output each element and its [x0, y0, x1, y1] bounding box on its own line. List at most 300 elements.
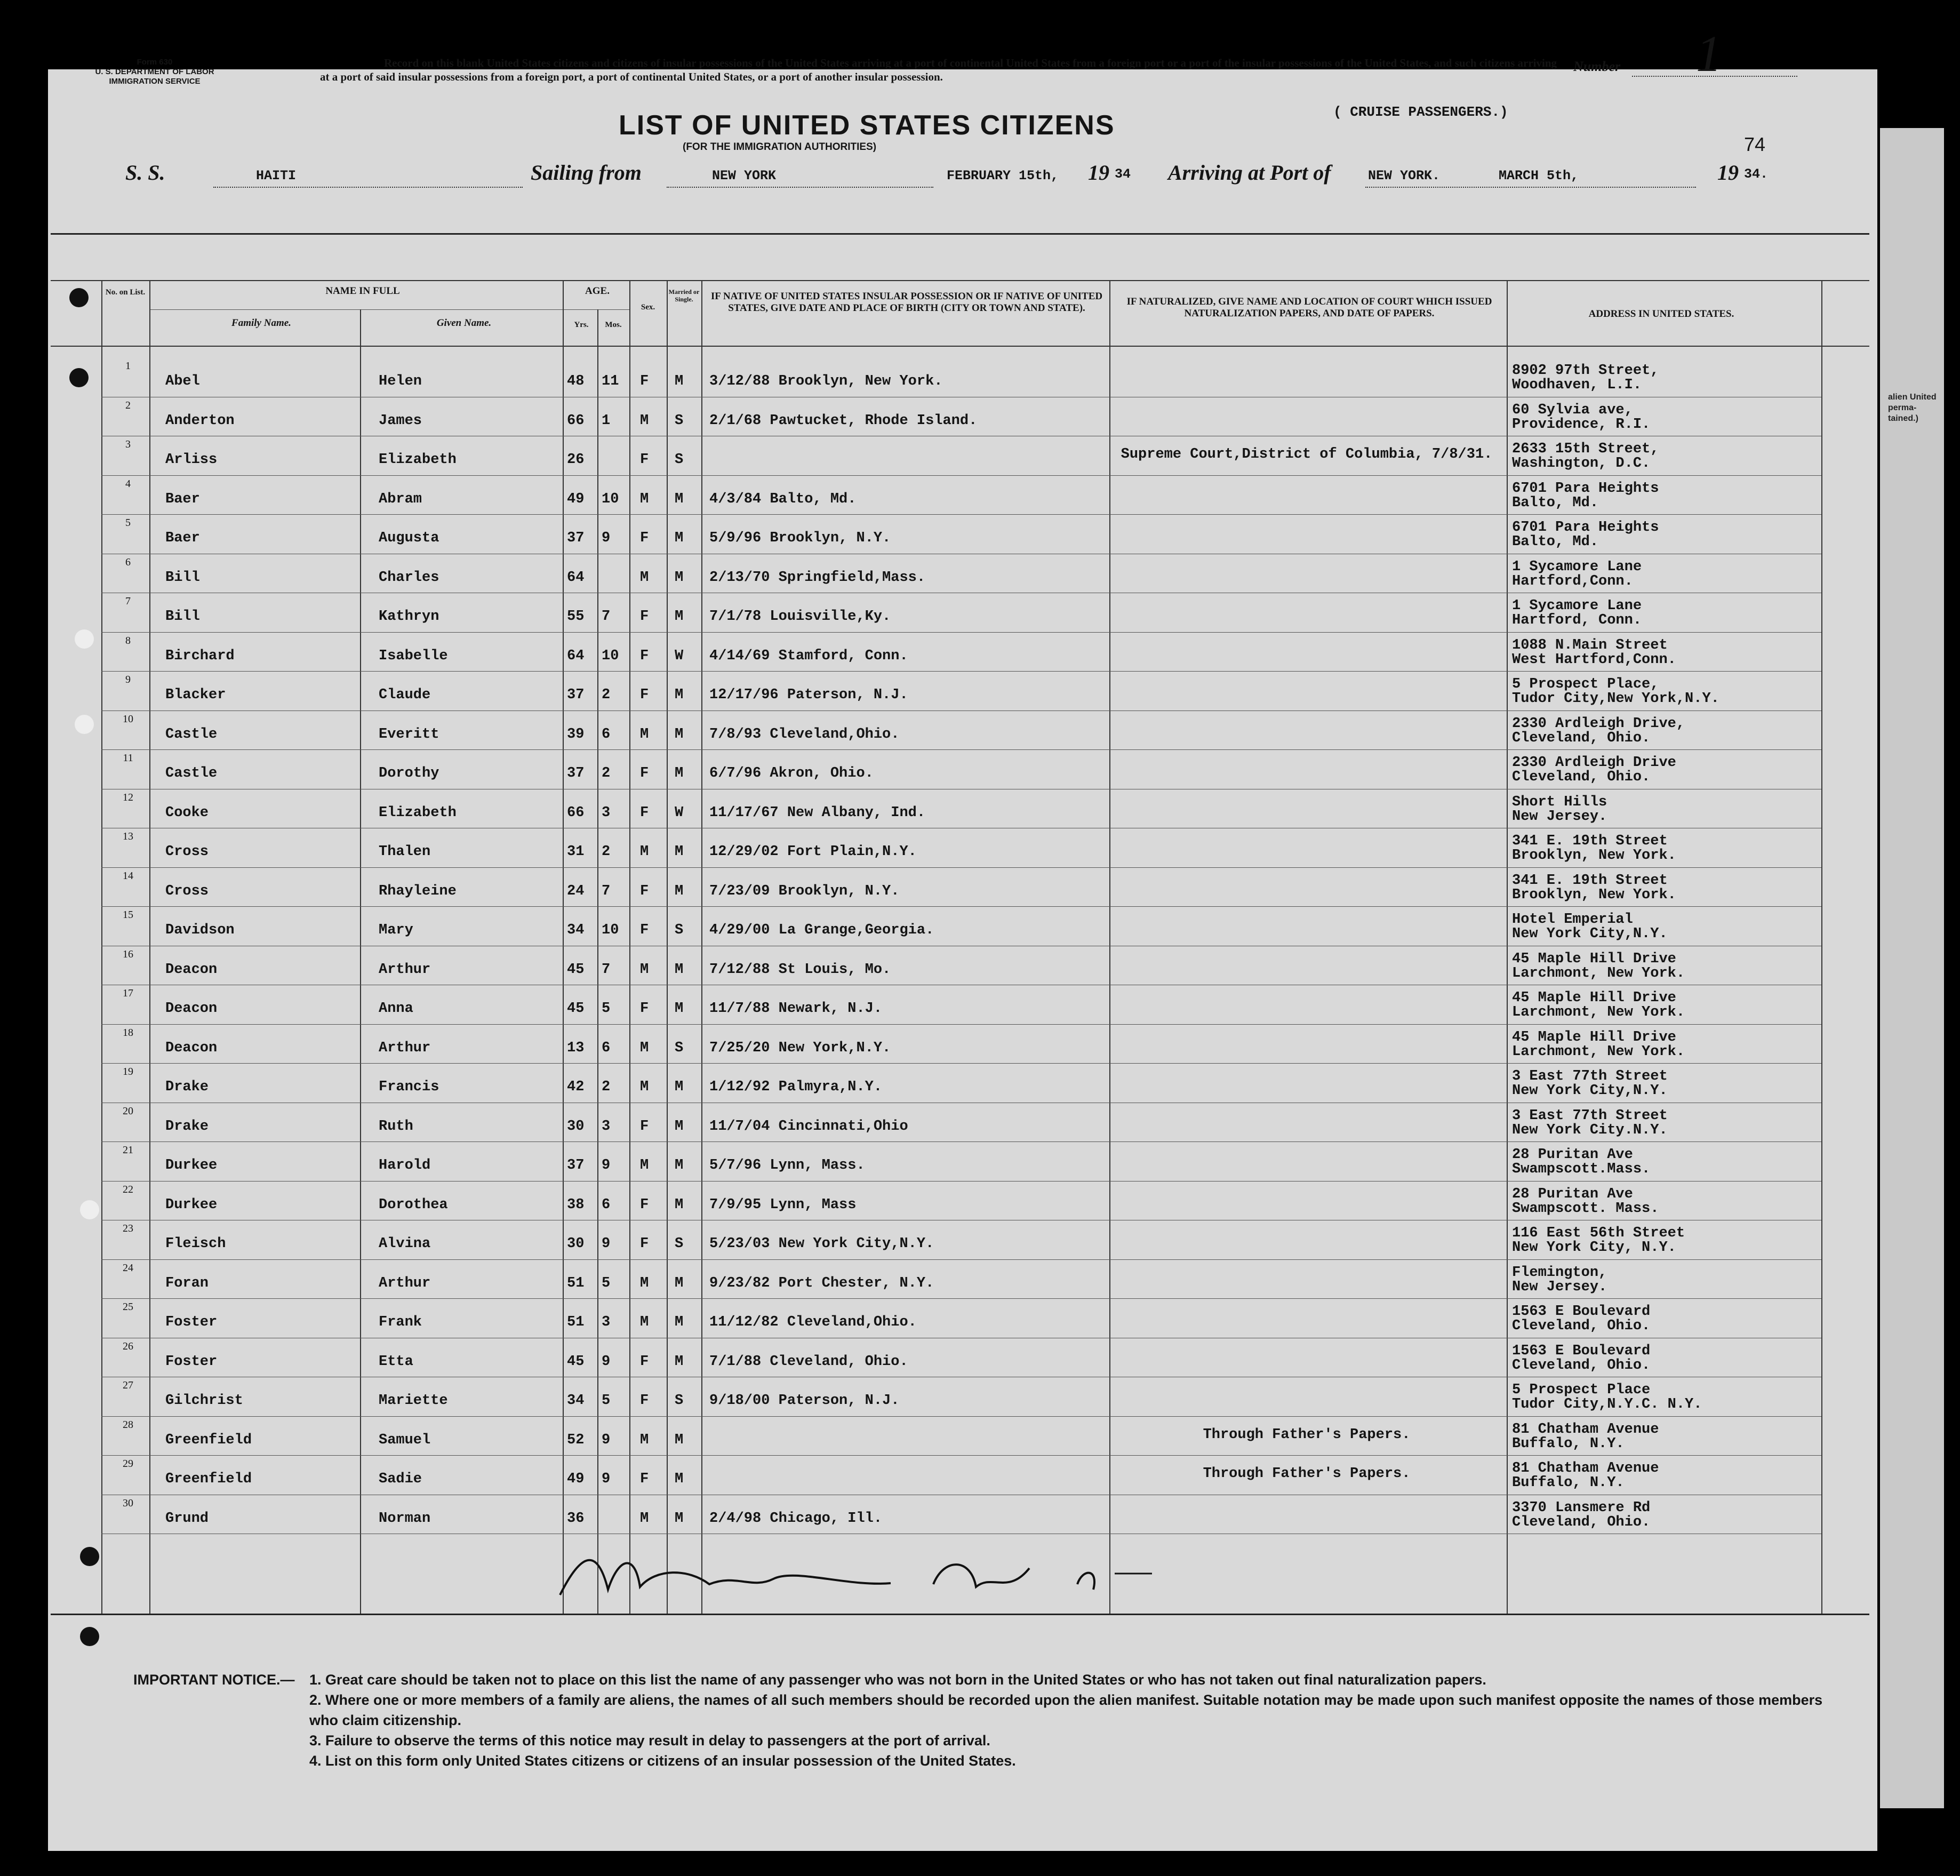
cell-yrs: 36 — [567, 1510, 585, 1527]
cell-sex: F — [640, 1236, 649, 1252]
cell-sex: F — [640, 765, 649, 781]
cell-mos: 2 — [602, 1079, 611, 1095]
cell-given: Augusta — [379, 530, 439, 546]
arriving-underline — [1365, 187, 1696, 188]
cell-no: 3 — [125, 438, 131, 450]
notice-item-4: 4. List on this form only United States citizens or citizens of an insular possession of the United States. — [309, 1753, 1016, 1769]
cell-given: Elizabeth — [379, 804, 457, 821]
cell-addr2: New York City,N.Y. — [1512, 1083, 1668, 1099]
cell-ms: S — [675, 1040, 684, 1056]
cell-birth: 4/14/69 Stamford, Conn. — [709, 648, 908, 664]
cell-mos: 6 — [602, 1196, 611, 1213]
sailing-from-underline — [667, 187, 933, 188]
cell-no: 30 — [123, 1497, 133, 1509]
cell-addr2: New York City, N.Y. — [1512, 1240, 1676, 1256]
form-identification — [59, 58, 251, 86]
cell-birth: 5/23/03 New York City,N.Y. — [709, 1236, 934, 1252]
col-name-in-full: NAME IN FULL — [325, 285, 400, 297]
cell-sex: M — [640, 1275, 649, 1291]
cell-mos: 6 — [602, 726, 611, 743]
cell-mos: 3 — [602, 804, 611, 821]
cell-ms: S — [675, 1393, 684, 1409]
row-rule — [101, 749, 1821, 750]
cell-yrs: 66 — [567, 412, 585, 429]
cell-yrs: 37 — [567, 765, 585, 781]
cell-given: Ruth — [379, 1118, 413, 1135]
cell-addr2: New York City,N.Y. — [1512, 926, 1668, 942]
cell-given: James — [379, 412, 422, 429]
cell-addr2: Providence, R.I. — [1512, 416, 1651, 433]
cell-sex: F — [640, 1196, 649, 1213]
cell-addr1: 8902 97th Street, — [1512, 363, 1659, 379]
binding-hole — [75, 715, 94, 734]
cell-given: Kathryn — [379, 609, 439, 625]
cell-no: 25 — [123, 1301, 133, 1313]
cell-addr2: Cleveland, Ohio. — [1512, 1357, 1651, 1374]
cell-birth: 11/7/04 Cincinnati,Ohio — [709, 1118, 908, 1135]
cell-sex: M — [640, 844, 649, 860]
cell-given: Anna — [379, 1001, 413, 1017]
arriving-year: 34. — [1744, 166, 1769, 182]
cell-ms: S — [675, 412, 684, 429]
cell-given: Sadie — [379, 1471, 422, 1487]
cell-addr2: Balto, Md. — [1512, 534, 1599, 550]
cell-no: 4 — [125, 477, 131, 490]
cell-yrs: 26 — [567, 452, 585, 468]
row-rule — [101, 906, 1821, 907]
cell-birth: 12/17/96 Paterson, N.J. — [709, 687, 908, 703]
arriving-label: Arriving at Port of — [1168, 161, 1331, 185]
cell-addr2: New Jersey. — [1512, 1279, 1607, 1295]
important-notice — [133, 1670, 1840, 1771]
cell-ms: M — [675, 1118, 684, 1135]
cell-yrs: 48 — [567, 373, 585, 389]
page-mark: 74 — [1744, 133, 1766, 155]
col-married: Married or Single. — [668, 288, 700, 303]
cell-ms: M — [675, 1471, 684, 1487]
cell-yrs: 45 — [567, 1001, 585, 1017]
cell-nat: Through Father's Papers. — [1203, 1426, 1411, 1443]
cell-sex: F — [640, 687, 649, 703]
cell-family: Foster — [165, 1353, 218, 1370]
cell-ms: M — [675, 1353, 684, 1370]
cell-birth: 5/9/96 Brooklyn, N.Y. — [709, 530, 891, 546]
grid-line — [1109, 280, 1110, 1614]
cell-ms: M — [675, 609, 684, 625]
cell-given: Etta — [379, 1353, 413, 1370]
cell-yrs: 13 — [567, 1040, 585, 1056]
cell-nat: Supreme Court,District of Columbia, 7/8/31. — [1121, 446, 1493, 462]
row-rule — [101, 867, 1821, 868]
cell-birth: 7/1/88 Cleveland, Ohio. — [709, 1353, 908, 1370]
cell-mos: 1 — [602, 412, 611, 429]
cell-birth: 7/8/93 Cleveland,Ohio. — [709, 726, 900, 743]
cell-ms: M — [675, 726, 684, 743]
cell-birth: 7/12/88 St Louis, Mo. — [709, 961, 891, 978]
cell-yrs: 45 — [567, 961, 585, 978]
cell-yrs: 49 — [567, 1471, 585, 1487]
cell-birth: 4/3/84 Balto, Md. — [709, 491, 857, 507]
cell-mos: 9 — [602, 1432, 611, 1448]
cell-yrs: 31 — [567, 844, 585, 860]
cell-addr1: 28 Puritan Ave — [1512, 1186, 1633, 1202]
row-rule — [101, 514, 1821, 515]
adjacent-page-note: alien United perma- tained.) — [1888, 393, 1937, 423]
cell-given: Helen — [379, 373, 422, 389]
cell-sex: M — [640, 1314, 649, 1330]
cell-no: 24 — [123, 1262, 133, 1274]
cell-ms: M — [675, 1001, 684, 1017]
cell-addr2: Brooklyn, New York. — [1512, 848, 1676, 864]
cell-mos: 10 — [602, 648, 619, 664]
cell-given: Norman — [379, 1510, 431, 1527]
cell-given: Charles — [379, 569, 439, 586]
cell-yrs: 66 — [567, 804, 585, 821]
cell-given: Elizabeth — [379, 452, 457, 468]
cell-sex: F — [640, 609, 649, 625]
cell-sex: M — [640, 1510, 649, 1527]
cell-family: Deacon — [165, 1001, 218, 1017]
col-naturalized: IF NATURALIZED, GIVE NAME AND LOCATION OF COURT WHICH ISSUED NATURALIZATION PAPERS, AND DATE OF PAPERS. — [1126, 296, 1492, 319]
col-family: Family Name. — [231, 317, 291, 329]
cell-ms: M — [675, 1432, 684, 1448]
grid-line — [701, 280, 702, 1614]
cell-mos: 7 — [602, 961, 611, 978]
sailing-year-prefix: 19 — [1088, 161, 1109, 185]
cell-sex: M — [640, 491, 649, 507]
cell-no: 13 — [123, 831, 133, 842]
cell-ms: M — [675, 491, 684, 507]
cell-no: 12 — [123, 791, 133, 803]
notice-item-1: 1. Great care should be taken not to place on this list the name of any passenger who was not born in the United States or who has not taken out final naturalization papers. — [309, 1672, 1486, 1688]
cell-addr1: 45 Maple Hill Drive — [1512, 1029, 1676, 1045]
cell-given: Frank — [379, 1314, 422, 1330]
cell-sex: M — [640, 961, 649, 978]
cell-given: Dorothy — [379, 765, 439, 781]
cell-birth: 2/1/68 Pawtucket, Rhode Island. — [709, 412, 978, 429]
form-number: Form 630 — [137, 58, 173, 67]
cell-addr1: 81 Chatham Avenue — [1512, 1421, 1659, 1438]
cell-family: Deacon — [165, 1040, 218, 1056]
cell-yrs: 55 — [567, 609, 585, 625]
cell-ms: M — [675, 1510, 684, 1527]
cell-birth: 11/12/82 Cleveland,Ohio. — [709, 1314, 917, 1330]
binding-hole — [69, 368, 89, 387]
binding-hole — [80, 1627, 99, 1646]
cell-sex: F — [640, 373, 649, 389]
cell-given: Mariette — [379, 1393, 448, 1409]
cell-given: Rhayleine — [379, 883, 457, 899]
cell-no: 11 — [123, 752, 133, 764]
cell-family: Drake — [165, 1118, 209, 1135]
cell-mos: 2 — [602, 765, 611, 781]
cell-birth: 7/23/09 Brooklyn, N.Y. — [709, 883, 900, 899]
cell-yrs: 30 — [567, 1236, 585, 1252]
cell-addr1: 1 Sycamore Lane — [1512, 558, 1642, 575]
cell-no: 15 — [123, 909, 133, 921]
row-rule — [101, 1416, 1821, 1417]
cell-addr2: Cleveland, Ohio. — [1512, 1514, 1651, 1530]
binding-hole — [80, 1200, 99, 1219]
cruise-note: ( CRUISE PASSENGERS.) — [1333, 104, 1508, 120]
cell-sex: F — [640, 452, 649, 468]
cell-sex: M — [640, 1157, 649, 1174]
binding-hole — [80, 1547, 99, 1566]
cell-mos: 11 — [602, 373, 619, 389]
cell-no: 16 — [123, 948, 133, 960]
cell-yrs: 30 — [567, 1118, 585, 1135]
cell-family: Cross — [165, 844, 209, 860]
cell-addr1: 3370 Lansmere Rd — [1512, 1499, 1651, 1516]
cell-ms: M — [675, 961, 684, 978]
cell-addr1: 45 Maple Hill Drive — [1512, 990, 1676, 1006]
row-rule — [101, 1141, 1821, 1142]
row-rule — [101, 671, 1821, 672]
cell-given: Dorothea — [379, 1196, 448, 1213]
cell-ms: M — [675, 1196, 684, 1213]
row-rule — [101, 1259, 1821, 1260]
cell-no: 26 — [123, 1340, 133, 1352]
cell-nat: Through Father's Papers. — [1203, 1466, 1411, 1482]
cell-addr2: Tudor City,N.Y.C. N.Y. — [1512, 1396, 1702, 1412]
cell-family: Arliss — [165, 452, 218, 468]
cell-yrs: 49 — [567, 491, 585, 507]
cell-birth: 7/25/20 New York,N.Y. — [709, 1040, 891, 1056]
cell-given: Arthur — [379, 1040, 431, 1056]
cell-family: Greenfield — [165, 1471, 252, 1487]
cell-no: 6 — [125, 556, 131, 568]
cell-ms: M — [675, 1157, 684, 1174]
row-rule — [101, 1181, 1821, 1182]
cell-birth: 11/17/67 New Albany, Ind. — [709, 804, 926, 821]
cell-ms: M — [675, 1079, 684, 1095]
row-rule — [101, 1024, 1821, 1025]
cell-given: Isabelle — [379, 648, 448, 664]
cell-family: Fleisch — [165, 1236, 226, 1252]
cell-birth: 7/9/95 Lynn, Mass — [709, 1196, 857, 1213]
cell-sex: F — [640, 530, 649, 546]
cell-birth: 1/12/92 Palmyra,N.Y. — [709, 1079, 883, 1095]
cell-addr1: Hotel Emperial — [1512, 912, 1633, 928]
cell-mos: 2 — [602, 844, 611, 860]
cell-addr2: Woodhaven, L.I. — [1512, 377, 1642, 393]
handwritten-signature — [549, 1536, 1189, 1611]
cell-addr2: Swampscott. Mass. — [1512, 1200, 1659, 1217]
row-rule — [101, 1063, 1821, 1064]
cell-family: Drake — [165, 1079, 209, 1095]
cell-mos: 10 — [602, 491, 619, 507]
cell-yrs: 38 — [567, 1196, 585, 1213]
cell-addr1: 116 East 56th Street — [1512, 1225, 1685, 1241]
cell-no: 8 — [125, 634, 131, 646]
cell-given: Samuel — [379, 1432, 431, 1448]
cell-mos: 5 — [602, 1275, 611, 1291]
cell-mos: 6 — [602, 1040, 611, 1056]
grid-line — [101, 280, 102, 1614]
cell-given: Alvina — [379, 1236, 431, 1252]
sailing-year: 34 — [1115, 166, 1131, 182]
cell-addr2: Cleveland, Ohio. — [1512, 1318, 1651, 1334]
cell-addr2: West Hartford,Conn. — [1512, 651, 1676, 668]
ship-underline — [213, 187, 523, 188]
cell-ms: M — [675, 844, 684, 860]
cell-no: 1 — [125, 360, 131, 372]
cell-no: 22 — [123, 1183, 133, 1195]
header-top-rule — [51, 280, 1869, 281]
cell-mos: 9 — [602, 530, 611, 546]
cell-mos: 10 — [602, 922, 619, 938]
department-name: U. S. DEPARTMENT OF LABOR — [95, 67, 214, 76]
cell-addr1: 1563 E Boulevard — [1512, 1304, 1651, 1320]
cell-given: Arthur — [379, 961, 431, 978]
grid-line — [149, 280, 150, 1614]
cell-given: Everitt — [379, 726, 439, 743]
cell-yrs: 37 — [567, 687, 585, 703]
cell-ms: M — [675, 687, 684, 703]
cell-yrs: 37 — [567, 530, 585, 546]
cell-yrs: 42 — [567, 1079, 585, 1095]
row-rule — [101, 475, 1821, 476]
cell-sex: F — [640, 883, 649, 899]
cell-family: Cross — [165, 883, 209, 899]
grid-line — [667, 280, 668, 1614]
cell-birth: 9/23/82 Port Chester, N.Y. — [709, 1275, 934, 1291]
col-yrs: Yrs. — [574, 321, 589, 329]
cell-family: Baer — [165, 530, 200, 546]
notice-heading: IMPORTANT NOTICE.— — [133, 1672, 295, 1688]
cell-no: 14 — [123, 869, 133, 882]
cell-yrs: 34 — [567, 922, 585, 938]
cell-sex: F — [640, 804, 649, 821]
number-value: 1 — [1696, 25, 1722, 82]
cell-family: Foran — [165, 1275, 209, 1291]
col-age: AGE. — [585, 285, 610, 297]
cell-no: 17 — [123, 987, 133, 999]
cell-addr1: 81 Chatham Avenue — [1512, 1460, 1659, 1476]
grid-line — [360, 309, 361, 1614]
cell-addr2: Hartford,Conn. — [1512, 573, 1633, 589]
ss-label: S. S. — [125, 161, 165, 185]
cell-birth: 11/7/88 Newark, N.J. — [709, 1001, 883, 1017]
cell-ms: W — [675, 648, 684, 664]
cell-family: Blacker — [165, 687, 226, 703]
cell-addr2: Buffalo, N.Y. — [1512, 1475, 1625, 1491]
cell-birth: 5/7/96 Lynn, Mass. — [709, 1157, 865, 1174]
col-mos: Mos. — [605, 321, 622, 329]
cell-addr1: 5 Prospect Place, — [1512, 676, 1659, 692]
arriving-date: MARCH 5th, — [1499, 168, 1579, 183]
cell-addr1: 1563 E Boulevard — [1512, 1343, 1651, 1359]
col-no: No. on List. — [105, 288, 146, 297]
cell-mos: 7 — [602, 883, 611, 899]
cell-no: 19 — [123, 1066, 133, 1077]
cell-sex: F — [640, 648, 649, 664]
cell-addr1: 341 E. 19th Street — [1512, 833, 1668, 849]
cell-birth: 3/12/88 Brooklyn, New York. — [709, 373, 943, 389]
cell-mos: 2 — [602, 687, 611, 703]
cell-addr2: Larchmont, New York. — [1512, 1004, 1685, 1020]
cell-mos: 9 — [602, 1236, 611, 1252]
header-bottom-rule — [51, 346, 1869, 347]
cell-family: Abel — [165, 373, 200, 389]
cell-family: Davidson — [165, 922, 235, 938]
cell-mos: 3 — [602, 1118, 611, 1135]
cell-addr1: 2633 15th Street, — [1512, 441, 1659, 457]
cell-addr1: 3 East 77th Street — [1512, 1107, 1668, 1124]
cell-addr2: Buffalo, N.Y. — [1512, 1435, 1625, 1452]
cell-yrs: 64 — [567, 648, 585, 664]
cell-family: Durkee — [165, 1196, 218, 1213]
cell-addr2: Cleveland, Ohio. — [1512, 769, 1651, 785]
cell-family: Deacon — [165, 961, 218, 978]
cell-no: 27 — [123, 1379, 133, 1391]
cell-addr2: Tudor City,New York,N.Y. — [1512, 691, 1719, 707]
cell-yrs: 51 — [567, 1314, 585, 1330]
cell-family: Castle — [165, 765, 218, 781]
cell-yrs: 64 — [567, 569, 585, 586]
binding-hole — [75, 629, 94, 649]
cell-yrs: 52 — [567, 1432, 585, 1448]
cell-birth: 6/7/96 Akron, Ohio. — [709, 765, 874, 781]
cell-sex: M — [640, 1432, 649, 1448]
cell-given: Mary — [379, 922, 413, 938]
cell-sex: F — [640, 1393, 649, 1409]
cell-mos: 7 — [602, 609, 611, 625]
cell-sex: F — [640, 1353, 649, 1370]
cell-no: 5 — [125, 517, 131, 529]
cell-addr1: 341 E. 19th Street — [1512, 872, 1668, 889]
cell-yrs: 34 — [567, 1393, 585, 1409]
cell-no: 29 — [123, 1458, 133, 1470]
col-sex: Sex. — [641, 303, 655, 312]
cell-addr1: 28 Puritan Ave — [1512, 1147, 1633, 1163]
col-address: ADDRESS IN UNITED STATES. — [1588, 308, 1734, 320]
cell-yrs: 24 — [567, 883, 585, 899]
cell-addr2: Washington, D.C. — [1512, 456, 1651, 472]
cell-family: Bill — [165, 569, 200, 586]
cell-birth: 12/29/02 Fort Plain,N.Y. — [709, 844, 917, 860]
cell-addr1: 1088 N.Main Street — [1512, 637, 1668, 653]
cell-addr1: 2330 Ardleigh Drive, — [1512, 715, 1685, 732]
cell-ms: M — [675, 1314, 684, 1330]
cell-yrs: 51 — [567, 1275, 585, 1291]
col-birth: IF NATIVE OF UNITED STATES INSULAR POSSESSION OR IF NATIVE OF UNITED STATES, GIVE DATE AND PLACE OF BIRTH (CITY OR TOWN AND STATE). — [710, 291, 1103, 314]
sailing-from: NEW YORK — [712, 168, 777, 183]
cell-ms: M — [675, 883, 684, 899]
cell-addr1: 6701 Para Heights — [1512, 520, 1659, 536]
service-name: IMMIGRATION SERVICE — [109, 77, 201, 86]
cell-given: Francis — [379, 1079, 439, 1095]
row-rule — [101, 1298, 1821, 1299]
row-rule — [101, 1455, 1821, 1456]
record-instructions: Record on this blank United States citizens and citizens of insular possessions of the United States arriving at a port of continental United States from a foreign port or a port of the insular possessions of the United States, and such citizens arriving at a port of said insular possessions from a foreign port, a port of continental United States, or a port of another insular possession. — [320, 57, 1557, 83]
cell-mos: 9 — [602, 1157, 611, 1174]
cell-no: 18 — [123, 1026, 133, 1039]
cell-mos: 9 — [602, 1471, 611, 1487]
grid-line — [629, 280, 630, 1614]
sailing-label: Sailing from — [531, 161, 642, 185]
cell-family: Cooke — [165, 804, 209, 821]
cell-mos: 5 — [602, 1393, 611, 1409]
cell-addr1: 1 Sycamore Lane — [1512, 598, 1642, 614]
table-top-rule — [51, 233, 1869, 235]
cell-addr1: 2330 Ardleigh Drive — [1512, 755, 1676, 771]
cell-birth: 7/1/78 Louisville,Ky. — [709, 609, 891, 625]
cell-sex: F — [640, 1118, 649, 1135]
cell-ms: M — [675, 765, 684, 781]
grid-line — [563, 280, 564, 1614]
cell-family: Greenfield — [165, 1432, 252, 1448]
